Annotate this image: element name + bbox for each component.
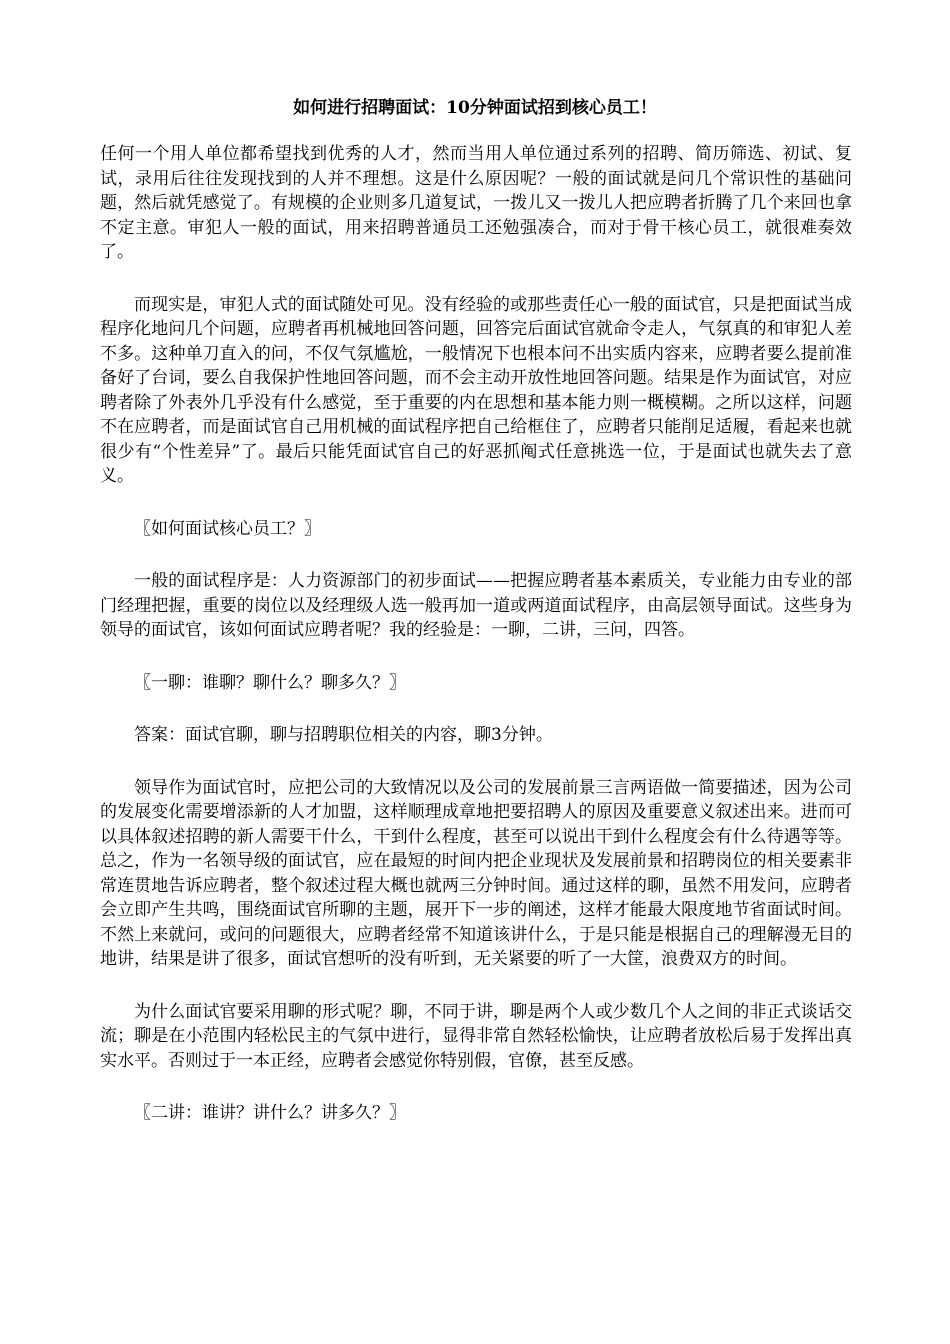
paragraph-why-chat: 为什么面试官要采用聊的形式呢？聊，不同于讲，聊是两个人或少数几个人之间的非正式谈话交流；聊是在小范围内轻松民主的气氛中进行，显得非常自然轻松愉快，让应聘者放松后易于发挥出真实水平。否则过于一本正经，应聘者会感觉你特别假，官僚，甚至反感。 [100, 1001, 852, 1071]
paragraph-chat-answer: 答案：面试官聊，聊与招聘职位相关的内容，聊3分钟。 [134, 725, 553, 745]
paragraph-leader-chat: 领导作为面试官时，应把公司的大致情况以及公司的发展前景三言两语做一简要描述，因为公司的发展变化需要增添新的人才加盟，这样顺理成章地把要招聘人的原因及重要意义叙述出来。进而可以具体叙述招聘的新人需要干什么，干到什么程度，甚至可以说出干到什么程度会有什么待遇等等。总之，作为一名领导级的面试官，应在最短的时间内把企业现状及发展前景和招聘岗位的相关要素非常连贯地告诉应聘者，整个叙述过程大概也就两三分钟时间。通过这样的聊，虽然不用发问，应聘者会立即产生共鸣，围绕面试官所聊的主题，展开下一步的阐述，这样才能最大限度地节省面试时间。不然上来就问，或问的问题很大，应聘者经常不知道该讲什么，于是只能是根据自己的理解漫无目的地讲，结果是讲了很多，面试官想听的没有听到，无关紧要的听了一大筐，浪费双方的时间。 [100, 777, 852, 969]
paragraph-intro: 任何一个用人单位都希望找到优秀的人才，然而当用人单位通过系列的招聘、简历筛选、初试、复试，录用后往往发现找到的人并不理想。这是什么原因呢？一般的面试就是问几个常识性的基础问题，然后就凭感觉了。有规模的企业则多几道复试，一拨儿又一拨儿人把应聘者折腾了几个来回也拿不定主意。审犯人一般的面试，用来招聘普通员工还勉强凑合，而对于骨干核心员工，就很难奏效了。 [100, 144, 852, 262]
paragraph-reality: 而现实是，审犯人式的面试随处可见。没有经验的或那些责任心一般的面试官，只是把面试当成程序化地问几个问题，应聘者再机械地回答问题，回答完后面试官就命令走人，气氛真的和审犯人差不多。这种单刀直入的问，不仅气氛尴尬，一般情况下也根本问不出实质内容来，应聘者要么提前准备好了台词，要么自我保护性地回答问题，而不会主动开放性地回答问题。结果是作为面试官，对应聘者除了外表外几乎没有什么感觉，至于重要的内在思想和基本能力则一概模糊。之所以这样，问题不在应聘者，而是面试官自己用机械的面试程序把自己给框住了，应聘者只能削足适履，看起来也就很少有“个性差异”了。最后只能凭面试官自己的好恶抓阄式任意挑选一位，于是面试也就失去了意义。 [100, 294, 852, 486]
section-heading-chat: 〖一聊：谁聊？聊什么？聊多久？〗 [134, 672, 406, 693]
section-heading-how-to-interview: 〖如何面试核心员工？〗 [134, 518, 321, 539]
document-body [100, 142, 852, 1154]
document-title: 如何进行招聘面试：10分钟面试招到核心员工！ [293, 98, 657, 118]
paragraph-procedure: 一般的面试程序是：人力资源部门的初步面试——把握应聘者基本素质关，专业能力由专业的部门经理把握，重要的岗位以及经理级人选一般再加一道或两道面试程序，由高层领导面试。这些身为领导的面试官，该如何面试应聘者呢？我的经验是：一聊，二讲，三问，四答。 [100, 571, 852, 640]
section-heading-talk: 〖二讲：谁讲？讲什么？讲多久？〗 [134, 1103, 406, 1123]
